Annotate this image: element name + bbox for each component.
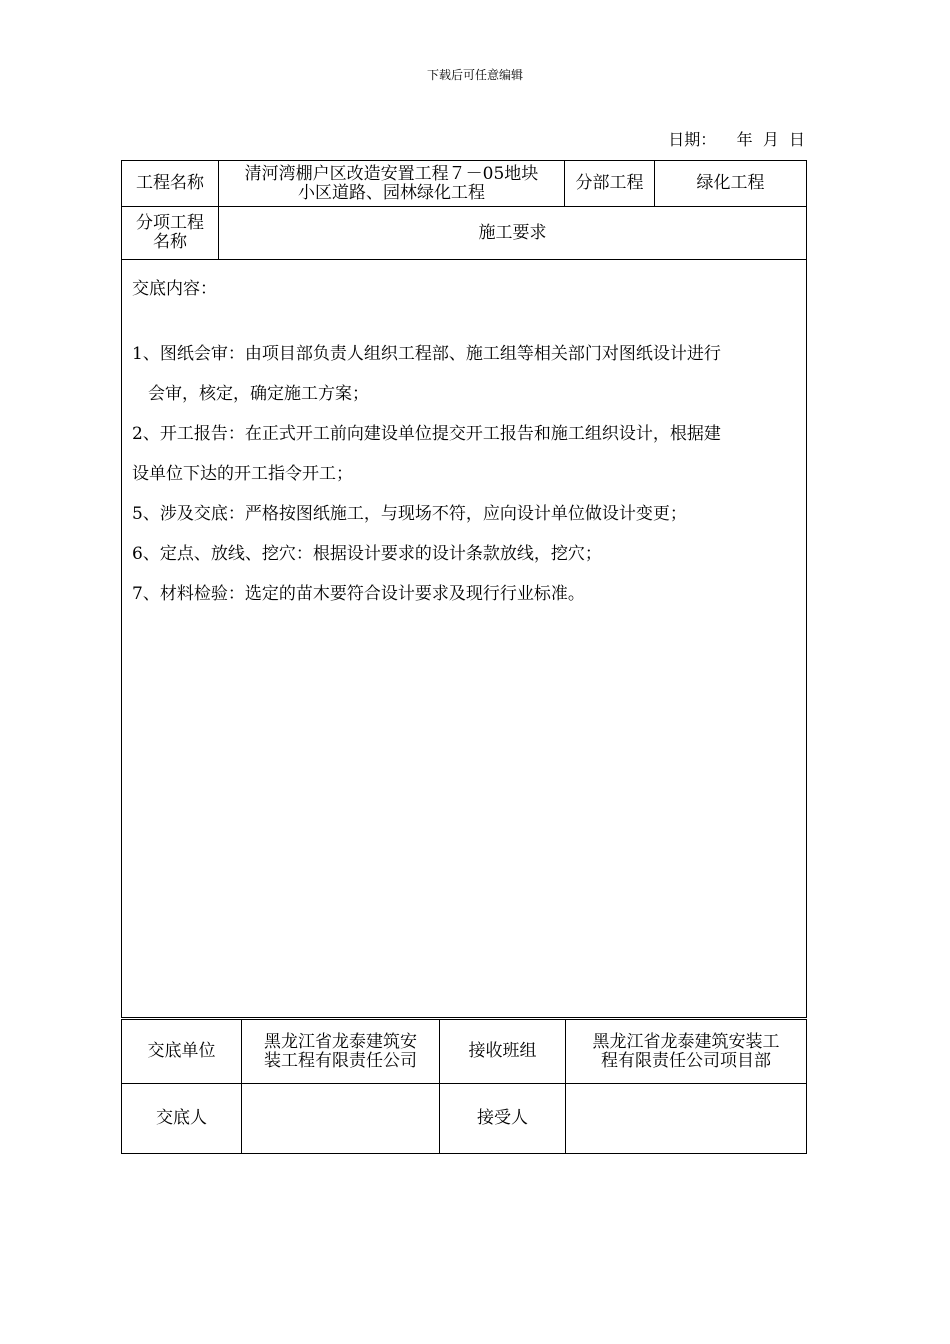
handover-unit-value-line1: 黑龙江省龙泰建筑安: [264, 1031, 417, 1052]
header-note: 下载后可任意编辑: [426, 68, 523, 82]
project-name-value-line2: 小区道路、园林绿化工程: [298, 182, 485, 203]
item-name-label-line2: 名称: [153, 232, 187, 252]
content-item: 7、材料检验：选定的苗木要符合设计要求及现行行业标准。: [132, 584, 585, 604]
content-row: [122, 260, 807, 1018]
content-items: [132, 334, 800, 614]
unit-row: [122, 1020, 807, 1084]
handover-person-value: [242, 1084, 440, 1154]
receiver-value: [566, 1084, 807, 1154]
content-item: 会审，核定，确定施工方案；: [148, 384, 369, 404]
content-item: 设单位下达的开工指令开工；: [132, 464, 353, 484]
sub-project-value: 绿化工程: [655, 161, 807, 207]
content-title: 交底内容：: [132, 279, 217, 299]
handover-unit-label: 交底单位: [122, 1020, 242, 1084]
date-line: 日期： 年 月 日: [668, 130, 805, 149]
handover-unit-value: [242, 1020, 440, 1084]
content-item: 5、涉及交底：严格按图纸施工，与现场不符，应向设计单位做设计变更；: [132, 504, 687, 524]
project-name-value-line1: 清河湾棚户区改造安置工程７－05地块: [244, 163, 539, 184]
project-name-value: [219, 161, 565, 207]
content-item: 2、开工报告：在正式开工前向建设单位提交开工报告和施工组织设计，根据建: [132, 424, 721, 444]
receiver-label: 接受人: [440, 1084, 566, 1154]
receiving-team-value-line1: 黑龙江省龙泰建筑安装工: [592, 1031, 780, 1052]
project-name-label: 工程名称: [122, 161, 219, 207]
item-name-label: [122, 207, 219, 260]
sub-project-label: 分部工程: [565, 161, 655, 207]
content-cell: [122, 260, 807, 1018]
item-name-value: 施工要求: [219, 207, 807, 260]
content-item: 1、图纸会审：由项目部负责人组织工程部、施工组等相关部门对图纸设计进行: [132, 344, 721, 364]
content-box: [122, 260, 806, 1017]
handover-person-label: 交底人: [122, 1084, 242, 1154]
receiving-team-value-line2: 程有限责任公司项目部: [601, 1050, 771, 1071]
content-item: 6、定点、放线、挖穴：根据设计要求的设计条款放线，挖穴；: [132, 544, 602, 564]
disclosure-main-table: [121, 160, 807, 1018]
signature-table: [121, 1019, 807, 1154]
receiving-team-label: 接收班组: [440, 1020, 566, 1084]
item-name-label-line1: 分项工程: [136, 213, 204, 233]
item-row: [122, 207, 807, 260]
handover-unit-value-line2: 装工程有限责任公司: [264, 1050, 417, 1071]
person-row: [122, 1084, 807, 1154]
project-row: [122, 161, 807, 207]
receiving-team-value: [566, 1020, 807, 1084]
